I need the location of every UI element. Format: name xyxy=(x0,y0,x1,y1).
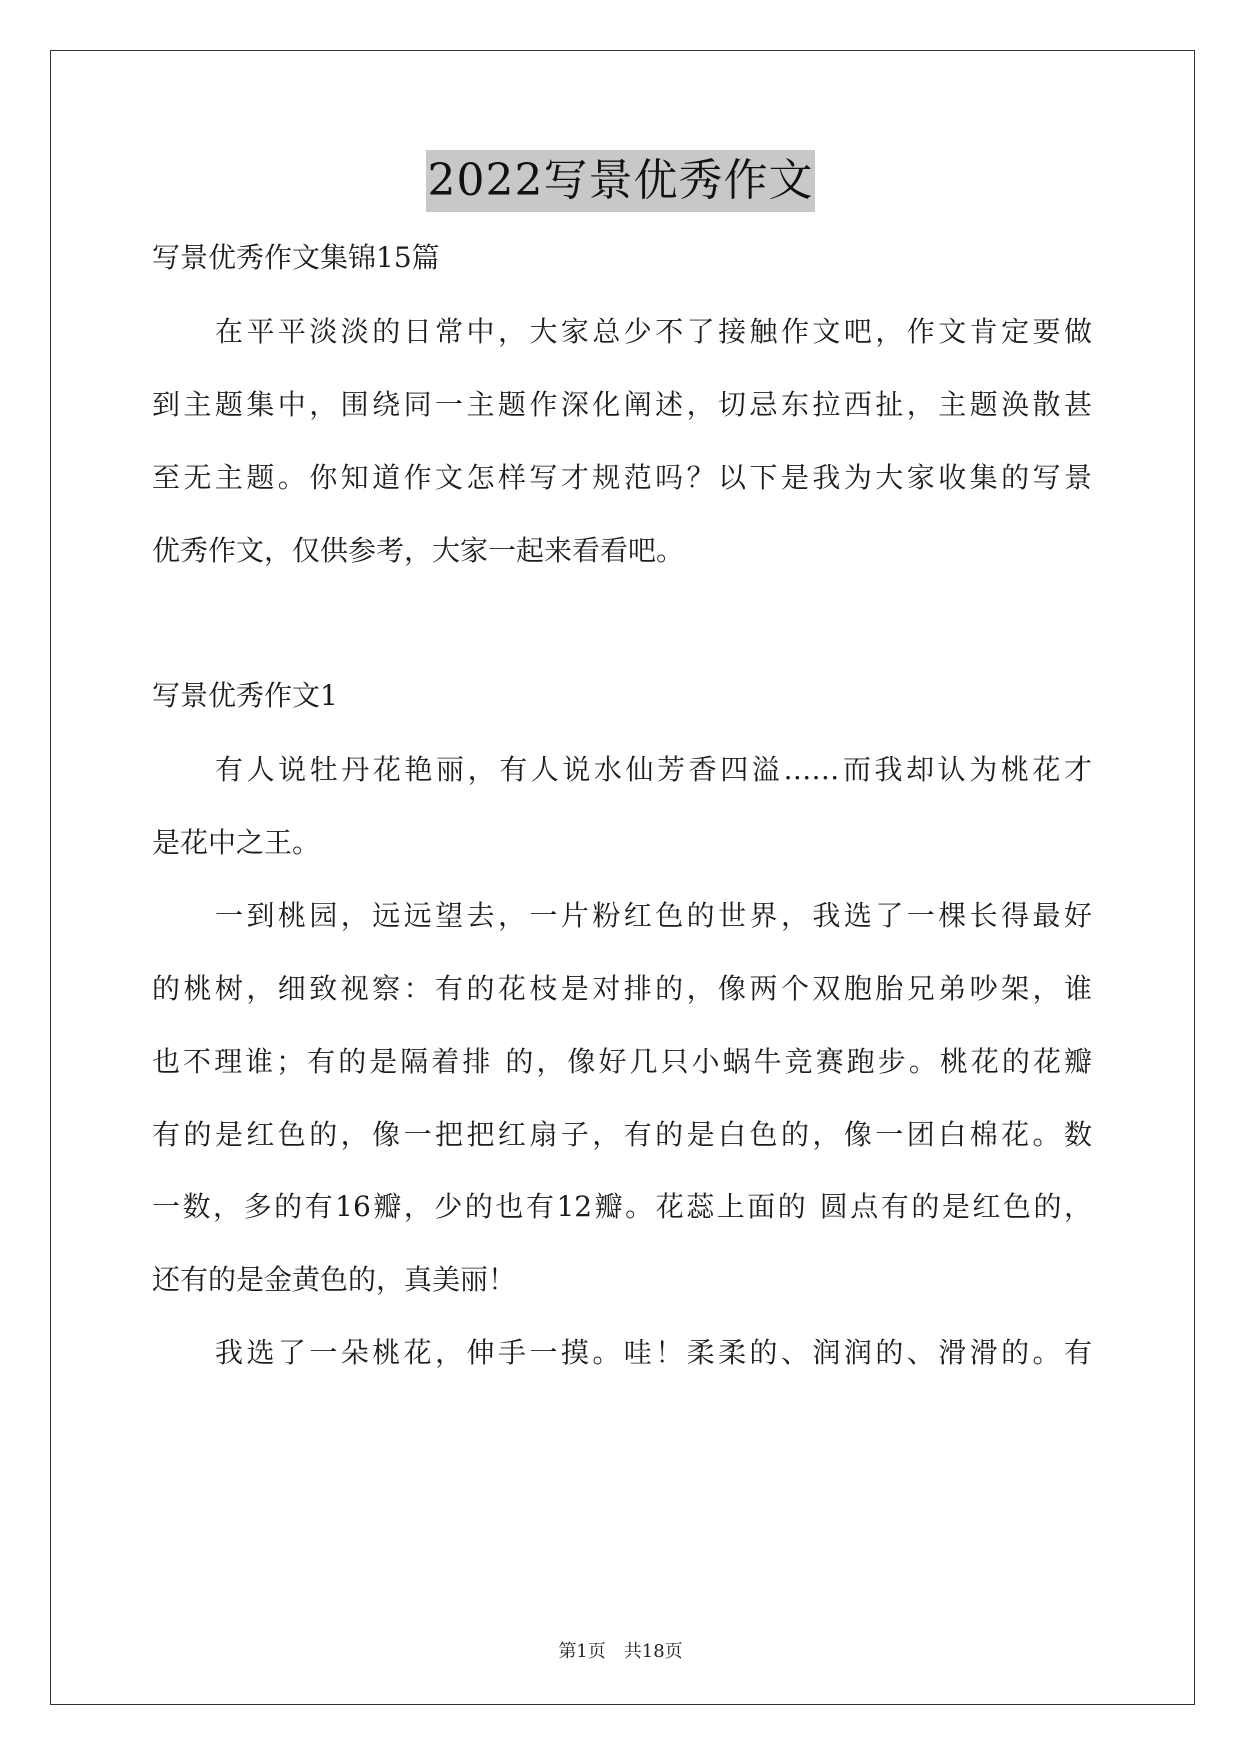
para2-line-1: 一到桃园，远远望去，一片粉红色的世界，我选了一棵长得最好 xyxy=(215,899,1092,932)
para1-line-2: 是花中之王。 xyxy=(152,826,321,859)
para2-line-6: 还有的是金黄色的，真美丽！ xyxy=(152,1263,517,1296)
para2-line-2: 的桃树，细致视察：有的花枝是对排的，像两个双胞胎兄弟吵架，谁 xyxy=(152,972,1092,1005)
para2-line-3: 也不理谁；有的是隔着排 的，像好几只小蜗牛竞赛跑步。桃花的花瓣 xyxy=(152,1045,1092,1078)
document-title: 2022写景优秀作文 xyxy=(426,150,816,212)
subtitle: 写景优秀作文集锦15篇 xyxy=(152,241,440,274)
para3-line-1: 我选了一朵桃花，伸手一摸。哇！柔柔的、润润的、滑滑的。有 xyxy=(215,1336,1092,1369)
intro-line-2: 到主题集中，围绕同一主题作深化阐述，切忌东拉西扯，主题涣散甚 xyxy=(152,388,1092,421)
para2-line-4: 有的是红色的，像一把把红扇子，有的是白色的，像一团白棉花。数 xyxy=(152,1118,1092,1151)
page-border xyxy=(50,50,1195,1705)
title-container xyxy=(0,150,1241,212)
para1-line-1: 有人说牡丹花艳丽，有人说水仙芳香四溢……而我却认为桃花才 xyxy=(215,753,1092,786)
page-number-footer: 第1页 共18页 xyxy=(558,1641,683,1662)
section-heading: 写景优秀作文1 xyxy=(152,679,338,712)
intro-line-4: 优秀作文，仅供参考，大家一起来看看吧。 xyxy=(152,534,685,567)
intro-line-1: 在平平淡淡的日常中，大家总少不了接触作文吧，作文肯定要做 xyxy=(215,315,1092,348)
intro-line-3: 至无主题。你知道作文怎样写才规范吗？以下是我为大家收集的写景 xyxy=(152,461,1092,494)
para2-line-5: 一数，多的有16瓣，少的也有12瓣。花蕊上面的 圆点有的是红色的， xyxy=(152,1190,1092,1223)
